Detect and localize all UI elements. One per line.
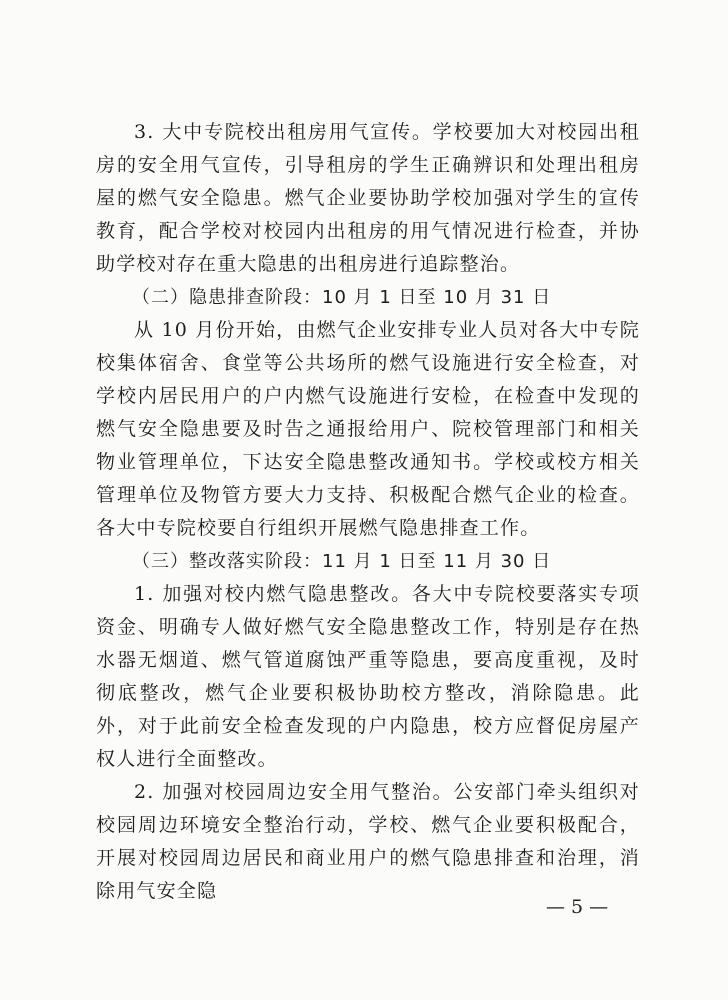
heading-rectification-stage: （三）整改落实阶段：11 月 1 日至 11 月 30 日 xyxy=(132,551,552,572)
heading-hazard-inspection-stage: （二）隐患排查阶段：10 月 1 日至 10 月 31 日 xyxy=(132,287,552,308)
page-number: — 5 — xyxy=(546,896,609,918)
paragraph-campus-gas-rectification: 1. 加强对校内燃气隐患整改。各大中专院校要落实专项资金、明确专人做好燃气安全隐患整改工作，特别是存在热水器无烟道、燃气管道腐蚀严重等隐患，要高度重视，及时彻底整改，燃气企业要积极协助校方整改，消除隐患。此外，对于此前安全检查发现的户内隐患，校方应督促房屋产权人进行全面整改。 xyxy=(96,583,640,770)
document-body xyxy=(96,116,640,908)
paragraph-campus-surroundings-rectification: 2. 加强对校园周边安全用气整治。公安部门牵头组织对校园周边环境安全整治行动，学校、燃气企业要积极配合，开展对校园周边居民和商业用户的燃气隐患排查和治理，消除用气安全隐 xyxy=(96,781,640,902)
paragraph-hazard-inspection: 从 10 月份开始，由燃气企业安排专业人员对各大中专院校集体宿舍、食堂等公共场所的燃气设施进行安全检查，对学校内居民用户的户内燃气设施进行安检，在检查中发现的燃气安全隐患要及时告之通报给用户、院校管理部门和相关物业管理单位，下达安全隐患整改通知书。学校或校方相关管理单位及物管方要大力支持、积极配合燃气企业的检查。各大中专院校要自行组织开展燃气隐患排查工作。 xyxy=(96,319,640,539)
paragraph-school-rental-gas-publicity: 3. 大中专院校出租房用气宣传。学校要加大对校园出租房的安全用气宣传，引导租房的学生正确辨识和处理出租房屋的燃气安全隐患。燃气企业要协助学校加强对学生的宣传教育，配合学校对校园内出租房的用气情况进行检查，并协助学校对存在重大隐患的出租房进行追踪整治。 xyxy=(96,121,640,275)
